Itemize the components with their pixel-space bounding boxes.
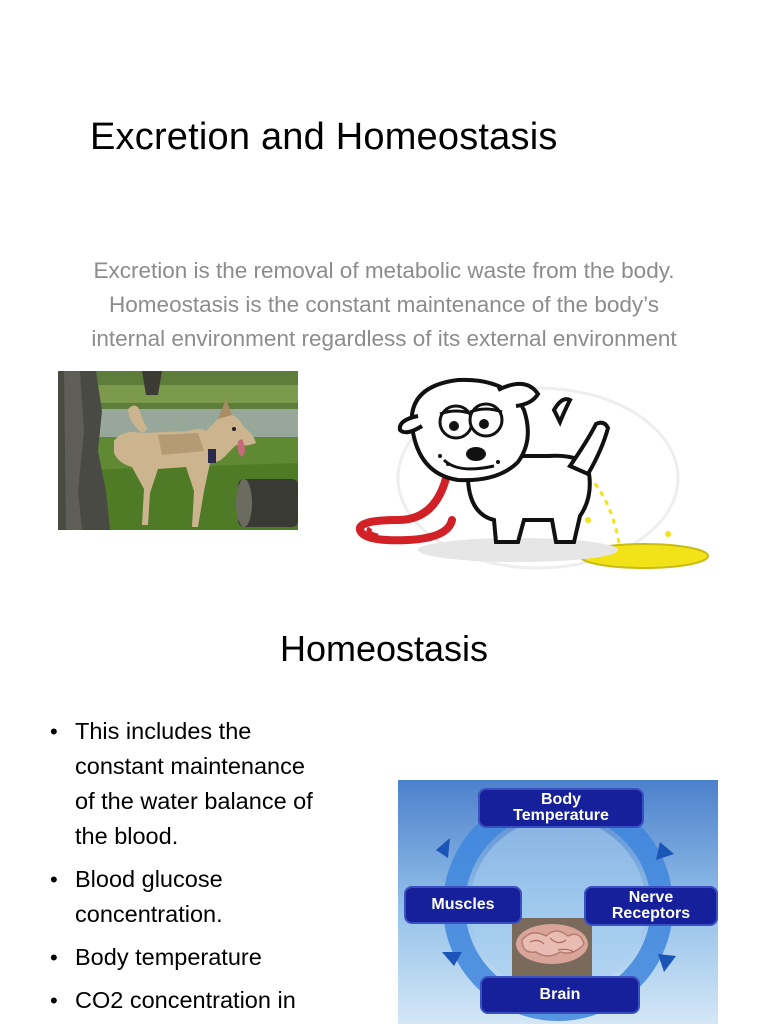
- bullet-line: CO2 concentration in: [75, 987, 296, 1013]
- bullet-line: Blood glucose: [75, 866, 223, 892]
- cycle-arrow-icon: [658, 954, 676, 972]
- bullet-line: This includes the: [75, 718, 252, 744]
- node-label: Nerve: [628, 889, 674, 906]
- node-brain: [480, 976, 640, 1014]
- bullet-dot: •: [50, 719, 58, 744]
- bullet-line: the blood.: [75, 823, 179, 849]
- node-muscles: [404, 886, 522, 924]
- bullet-dot: •: [50, 945, 58, 970]
- bullet-item: [46, 983, 376, 1018]
- bullet-item: [46, 940, 376, 975]
- bullet-line: concentration.: [75, 901, 223, 927]
- homeostasis-cycle-diagram: [398, 780, 718, 1024]
- node-label: Receptors: [611, 905, 691, 922]
- bullet-line: of the water balance of: [75, 788, 313, 814]
- bullet-line: Body temperature: [75, 944, 262, 970]
- cycle-arrow-icon: [656, 842, 674, 860]
- brain-image: [512, 918, 592, 976]
- node-nerve-receptors: [584, 886, 718, 926]
- bullet-list: [46, 714, 376, 1026]
- node-label: Brain: [539, 986, 581, 1003]
- slide-body-text: [0, 254, 768, 356]
- cartoon-dog-illustration: [348, 370, 716, 582]
- node-label: Temperature: [513, 807, 609, 824]
- node-label: Body: [541, 791, 581, 808]
- slide-title: Homeostasis: [279, 628, 489, 669]
- body-line-3: internal environment regardless of its external environment: [91, 326, 677, 351]
- dog-photo: [58, 371, 298, 530]
- body-line-2: Homeostasis is the constant maintenance of the body’s: [109, 292, 659, 317]
- bullet-line: constant maintenance: [75, 753, 305, 779]
- slide-title: Excretion and Homeostasis: [90, 116, 558, 158]
- bullet-item: [46, 714, 376, 854]
- bullet-dot: •: [50, 988, 58, 1013]
- cycle-arrow-icon: [436, 838, 450, 858]
- body-line-1: Excretion is the removal of metabolic waste from the body.: [93, 258, 675, 283]
- bullet-dot: •: [50, 867, 58, 892]
- node-body-temperature: [478, 788, 644, 828]
- bullet-item: [46, 862, 376, 932]
- node-label: Muscles: [431, 896, 495, 913]
- slide-homeostasis: [0, 600, 768, 1024]
